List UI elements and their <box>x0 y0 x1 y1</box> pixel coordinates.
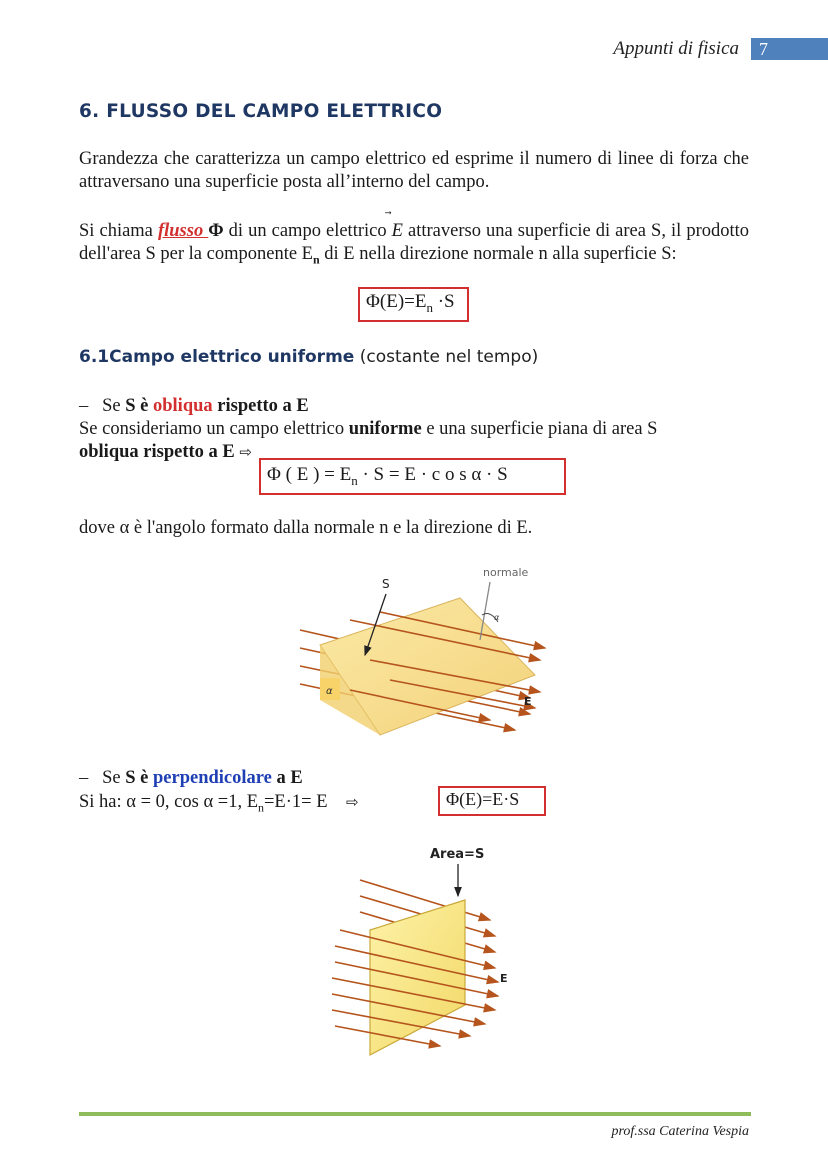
flux-formula-box: $\Phi(E)=E_n \cdot S$ <box>358 287 469 322</box>
page-number: 7 <box>751 38 828 60</box>
footer-divider <box>79 1112 751 1116</box>
section-title: 6. FLUSSO DEL CAMPO ELETTRICO <box>79 101 443 122</box>
subscript: n <box>312 252 320 267</box>
perpendicular-formula-box: Φ(E)=E·S <box>438 786 546 816</box>
definition-paragraph <box>79 220 749 272</box>
label-alpha-top: α <box>494 613 500 622</box>
footer-author: prof.ssa Caterina Vespia <box>611 1124 749 1139</box>
label-normale: normale <box>483 566 529 579</box>
label-e: E <box>500 972 508 985</box>
definition-text: di E nella direzione normale n alla superficie S: <box>319 244 677 264</box>
perpendicular-line2: Si ha: α = 0, cos α =1, $E_n=E\cdot 1= E$ ⇨ <box>79 792 359 815</box>
oblique-bullet: – Se S è obliqua rispetto a E <box>79 396 309 416</box>
label-alpha: α <box>326 686 333 697</box>
flux-word: flusso <box>157 221 209 241</box>
perpendicular-plane-figure <box>320 840 530 1060</box>
angle-note: dove α è l'angolo formato dalla normale n e la direzione di E. <box>79 518 533 538</box>
subsection-title: 6.1Campo elettrico uniforme (costante nel tempo) <box>79 347 539 367</box>
label-area: Area=S <box>430 847 485 862</box>
e-vector: E <box>391 221 403 241</box>
intro-paragraph: Grandezza che caratterizza un campo elettrico ed esprime il numero di linee di forza che attraversano una superficie posta all’interno del campo. <box>79 149 749 192</box>
arrow-right-icon: ⇨ <box>346 795 359 811</box>
oblique-formula-box: Φ ( E ) = $E_n \cdot S = E \cdot c$ o s α · S <box>259 458 566 495</box>
definition-text: Si chiama <box>79 221 158 241</box>
label-s: S <box>382 577 390 591</box>
label-e: E <box>524 695 532 708</box>
header-title: Appunti di fisica <box>613 38 739 59</box>
definition-text: di un campo elettrico <box>223 221 392 241</box>
arrow-right-icon: ⇨ <box>239 445 252 461</box>
phi-symbol: Φ <box>208 221 224 241</box>
perpendicular-bullet: – Se S è perpendicolare a E <box>79 768 303 788</box>
oblique-plane-figure <box>290 560 560 745</box>
definition-text: attraverso una superficie di area S, il prodotto dell'area S per la componente E <box>79 221 750 264</box>
oblique-line3: obliqua rispetto a E ⇨ <box>79 442 252 462</box>
oblique-description: Se consideriamo un campo elettrico uniforme e una superficie piana di area S <box>79 419 658 439</box>
